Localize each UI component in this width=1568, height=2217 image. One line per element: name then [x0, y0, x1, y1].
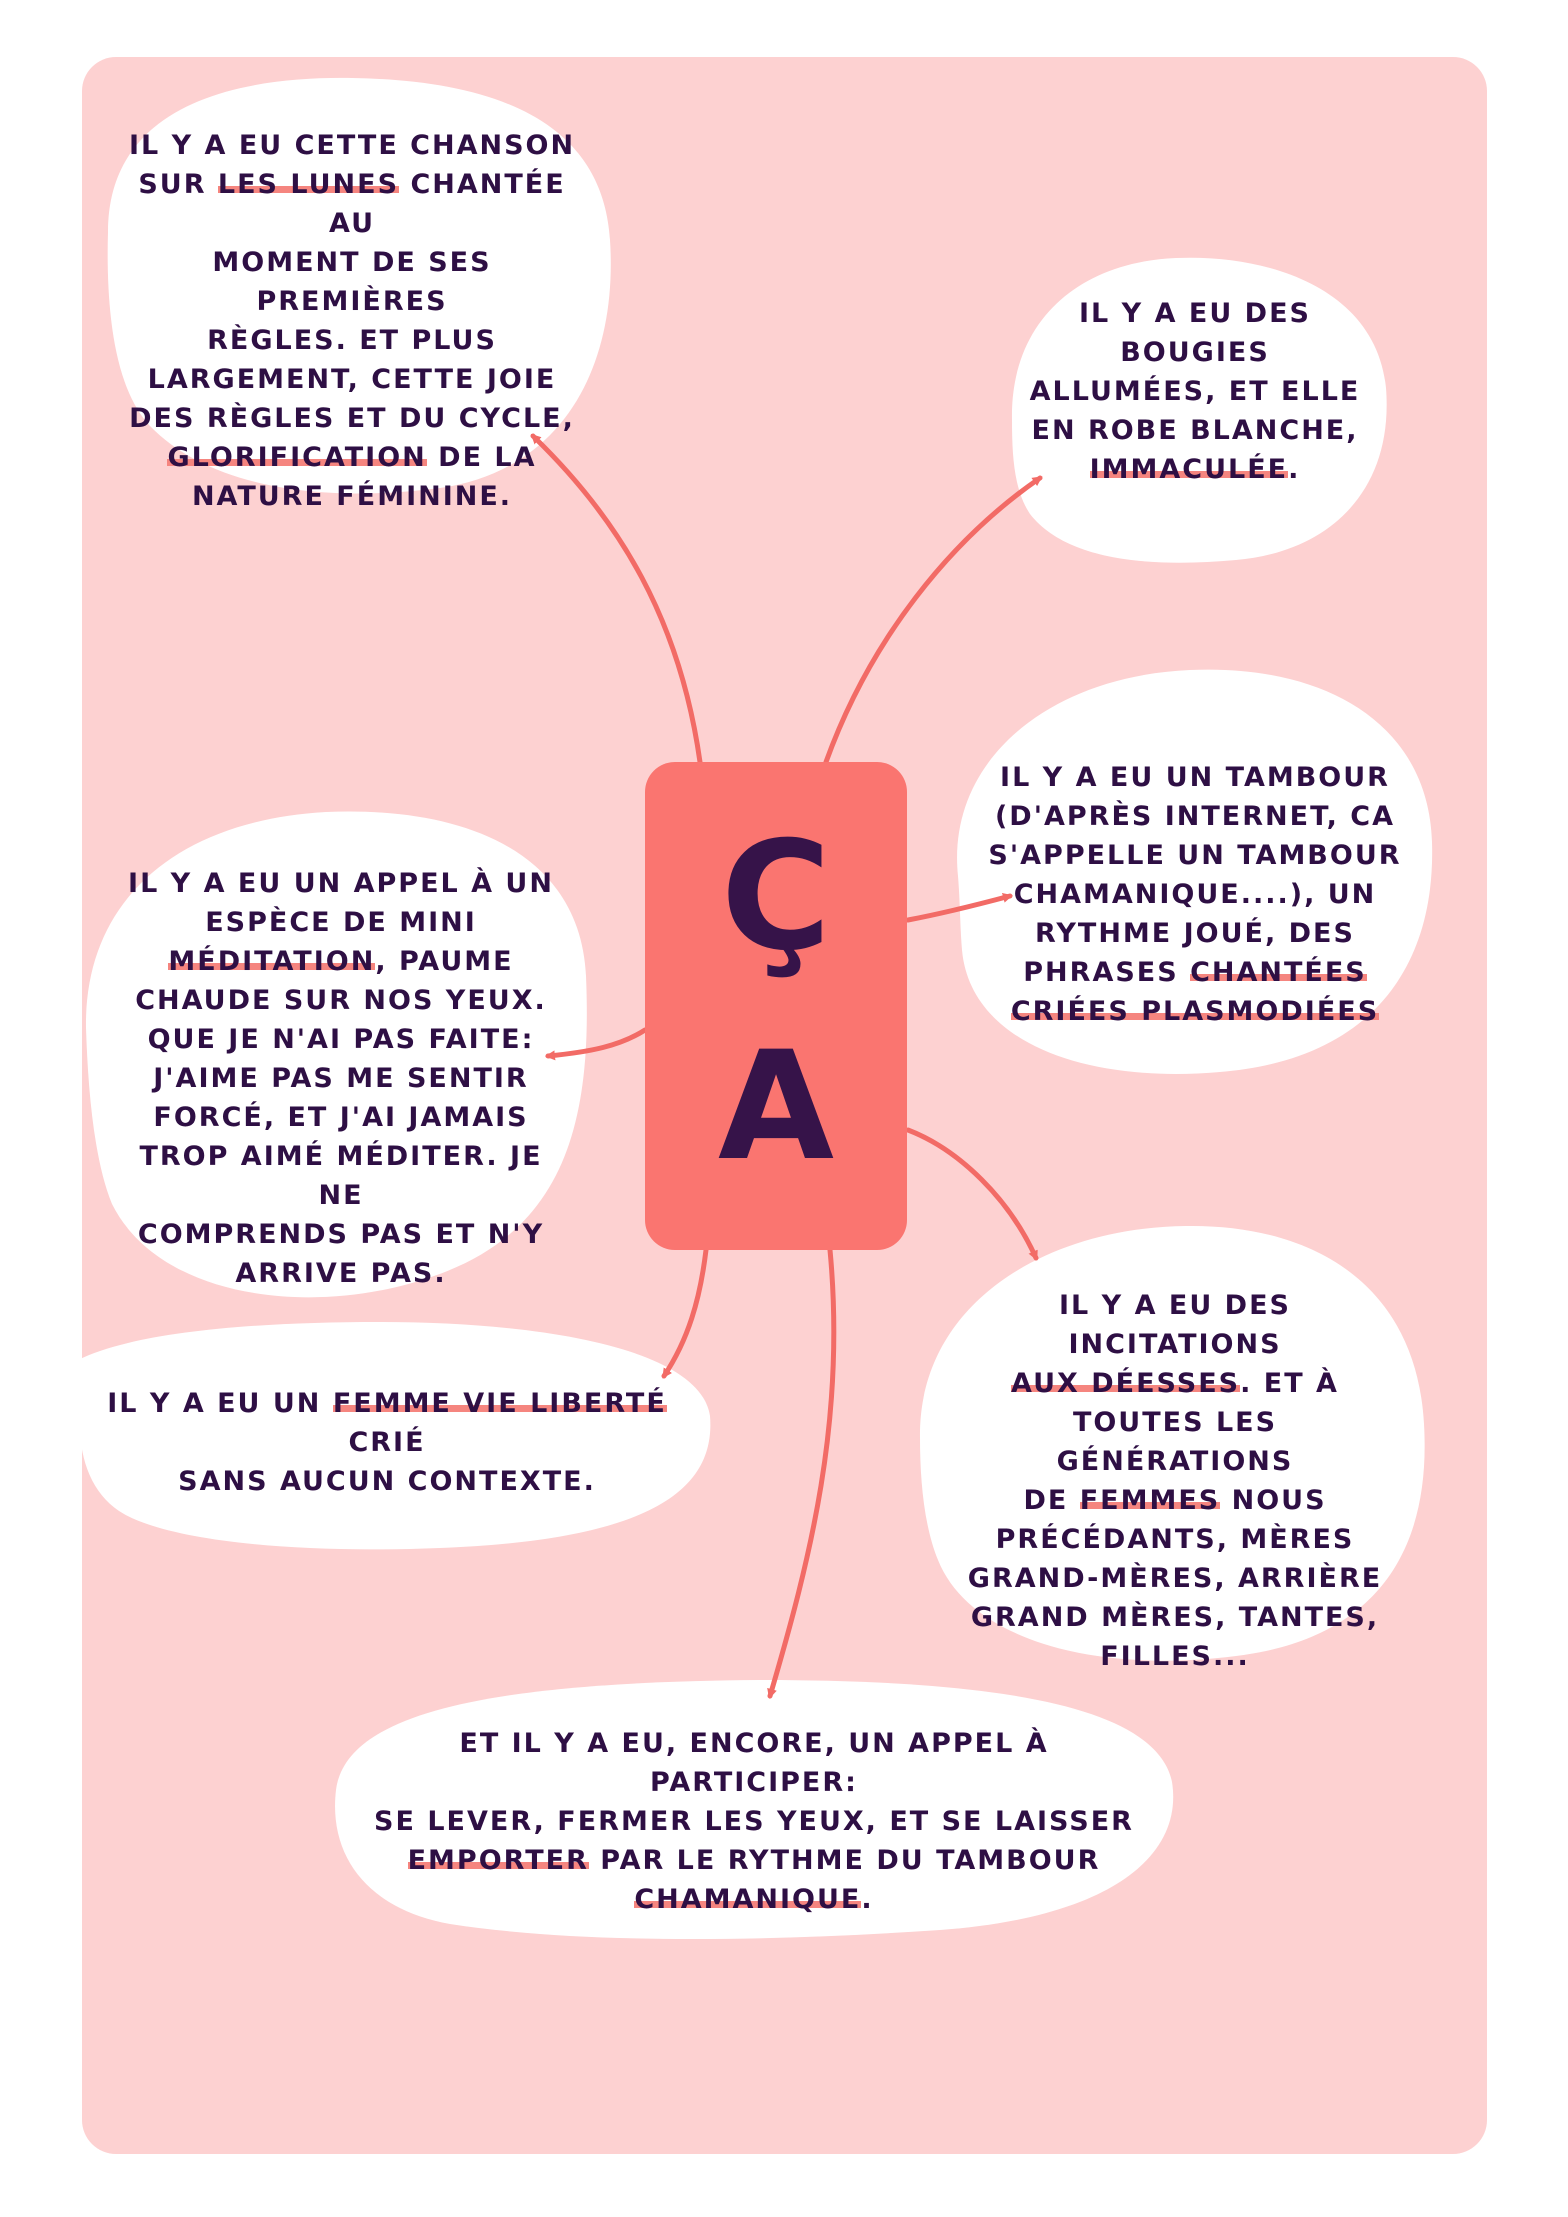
text-part: .	[861, 1884, 874, 1915]
text-meditation	[120, 864, 562, 1293]
highlight: AUX DÉESSES	[1011, 1368, 1241, 1399]
highlight: FEMME VIE LIBERTÉ	[332, 1388, 667, 1419]
text-line: GRAND-MÈRES, ARRIÈRE	[967, 1563, 1383, 1594]
text-part: DE LA	[426, 442, 537, 473]
text-line: J'AIME PAS ME SENTIR	[153, 1063, 529, 1094]
text-line: IL Y A EU CETTE CHANSON	[128, 130, 576, 161]
text-femme	[92, 1384, 682, 1501]
text-bougies	[1020, 294, 1370, 489]
highlight: MÉDITATION	[168, 946, 376, 977]
text-line	[350, 1841, 1158, 1880]
text-line: COMPRENDS PAS ET N'Y	[137, 1219, 545, 1250]
text-line: NATURE FÉMININE.	[191, 481, 513, 512]
center-letter-c-cedilla: Ç	[720, 810, 832, 984]
text-part: NOUS	[1220, 1485, 1327, 1516]
text-line: S'APPELLE UN TAMBOUR	[988, 840, 1402, 871]
arrow-to-deesses	[908, 1130, 1036, 1258]
text-part: PHRASES	[1023, 957, 1191, 988]
highlight: CHAMANIQUE	[634, 1884, 862, 1915]
text-line	[1020, 450, 1370, 489]
text-part: .	[1288, 454, 1301, 485]
text-part: PAR LE RYTHME DU TAMBOUR	[588, 1845, 1101, 1876]
highlight: EMPORTER	[407, 1845, 589, 1876]
text-part: , PAUME	[375, 946, 514, 977]
text-line	[978, 992, 1412, 1031]
text-line: IL Y A EU DES INCITATIONS	[1059, 1290, 1291, 1360]
text-line: TOUTES LES GÉNÉRATIONS	[1056, 1407, 1294, 1477]
text-part: IL Y A EU UN	[107, 1388, 333, 1419]
text-deesses	[950, 1286, 1400, 1676]
text-line: RYTHME JOUÉ, DES	[1035, 918, 1355, 949]
text-line: FORCÉ, ET J'AI JAMAIS	[153, 1102, 529, 1133]
text-line: ESPÈCE DE MINI	[205, 907, 477, 938]
text-tambour	[978, 758, 1412, 1031]
text-line: IL Y A EU UN APPEL À UN	[128, 868, 554, 899]
text-line: RÈGLES. ET PLUS	[207, 325, 497, 356]
arrow-to-bougies	[826, 478, 1040, 762]
highlight: CRIÉES PLASMODIÉES	[1010, 996, 1380, 1027]
text-line: SANS AUCUN CONTEXTE.	[178, 1466, 596, 1497]
text-part: CRIÉ	[348, 1427, 426, 1458]
text-line	[978, 953, 1412, 992]
text-line: SE LEVER, FERMER LES YEUX, ET SE LAISSER	[374, 1806, 1134, 1837]
highlight: GLORIFICATION	[167, 442, 427, 473]
text-line: BOUGIES	[1120, 337, 1270, 368]
text-line: CHAMANIQUE....), UN	[1013, 879, 1377, 910]
text-line	[950, 1364, 1400, 1403]
text-line: ET IL Y A EU, ENCORE, UN APPEL À PARTICIPER:	[459, 1728, 1049, 1798]
highlight: IMMACULÉE	[1089, 454, 1289, 485]
text-part: CHANTÉE AU	[329, 169, 566, 239]
text-part: . ET À	[1240, 1368, 1339, 1399]
text-line	[92, 1384, 682, 1462]
center-letter-a: A	[717, 1020, 835, 1194]
text-line	[950, 1481, 1400, 1520]
text-line	[120, 942, 562, 981]
text-line	[122, 165, 582, 243]
text-line: PRÉCÉDANTS, MÈRES	[995, 1524, 1355, 1555]
text-line: FILLES...	[1100, 1641, 1250, 1672]
text-line: CHAUDE SUR NOS YEUX.	[135, 985, 547, 1016]
highlight: CHANTÉES	[1190, 957, 1367, 988]
text-line: LARGEMENT, CETTE JOIE	[147, 364, 557, 395]
text-line	[350, 1880, 1158, 1919]
highlight: LES LUNES	[217, 169, 400, 200]
highlight: FEMMES	[1079, 1485, 1221, 1516]
center-node	[645, 762, 907, 1250]
text-line: (D'APRÈS INTERNET, CA	[994, 801, 1396, 832]
text-line	[122, 438, 582, 477]
text-participer	[350, 1724, 1158, 1919]
arrow-to-participer	[770, 1250, 834, 1696]
text-part: SUR	[138, 169, 218, 200]
text-line: IL Y A EU UN TAMBOUR	[1000, 762, 1390, 793]
text-line: MOMENT DE SES PREMIÈRES	[212, 247, 492, 317]
text-line: TROP AIMÉ MÉDITER. JE NE	[139, 1141, 543, 1211]
text-line: IL Y A EU DES	[1079, 298, 1311, 329]
text-lunes	[122, 126, 582, 516]
text-line: GRAND MÈRES, TANTES,	[970, 1602, 1380, 1633]
text-part: DE	[1023, 1485, 1080, 1516]
text-line: DES RÈGLES ET DU CYCLE,	[129, 403, 575, 434]
arrow-to-femme	[664, 1250, 706, 1376]
text-line: ARRIVE PAS.	[235, 1258, 447, 1289]
text-line: EN ROBE BLANCHE,	[1031, 415, 1359, 446]
text-line: QUE JE N'AI PAS FAITE:	[147, 1024, 535, 1055]
text-line: ALLUMÉES, ET ELLE	[1029, 376, 1361, 407]
